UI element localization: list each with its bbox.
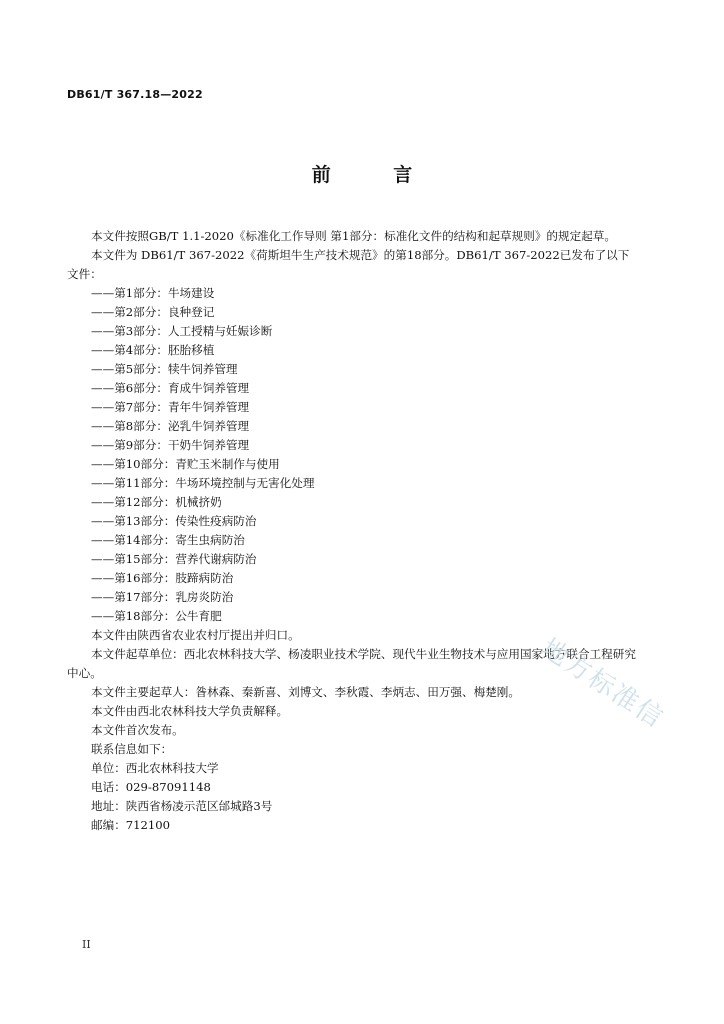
contact-block — [67, 740, 639, 835]
outro-paragraph: 本文件由西北农林科技大学负责解释。 — [91, 704, 289, 718]
parts-list-item: ——第5部分：犊牛饲养管理 — [91, 362, 238, 376]
page-number: II — [82, 938, 91, 951]
parts-list-item: ——第8部分：泌乳牛饲养管理 — [91, 419, 250, 433]
watermark: 地方标准信 — [535, 633, 670, 735]
parts-list-item: ——第10部分：青贮玉米制作与使用 — [91, 457, 280, 471]
parts-list-item: ——第6部分：育成牛饲养管理 — [91, 381, 250, 395]
parts-list-item: ——第16部分：肢蹄病防治 — [91, 571, 234, 585]
contact-line: 联系信息如下： — [91, 742, 173, 756]
outro-paragraph: 本文件主要起草人：昝林森、秦新喜、刘博文、李秋霞、李炳志、田万强、梅楚刚。 — [91, 685, 520, 699]
parts-list-item: ——第7部分：青年牛饲养管理 — [91, 400, 250, 414]
contact-line: 邮编：712100 — [91, 818, 171, 832]
page-title: 前 言 — [311, 164, 441, 186]
parts-list-item: ——第9部分：干奶牛饲养管理 — [91, 438, 250, 452]
parts-list-item: ——第15部分：营养代谢病防治 — [91, 552, 257, 566]
parts-list-item: ——第4部分：胚胎移植 — [91, 343, 215, 357]
parts-list-item: ——第14部分：寄生虫病防治 — [91, 533, 245, 547]
intro-paragraph: 本文件按照GB/T 1.1-2020《标准化工作导则 第1部分：标准化文件的结构和起草规则》的规定起草。 — [91, 229, 616, 243]
contact-line: 地址：陕西省杨凌示范区邰城路3号 — [91, 799, 273, 813]
contact-line: 单位：西北农林科技大学 — [91, 761, 219, 775]
parts-list-item: ——第11部分：牛场环境控制与无害化处理 — [91, 476, 315, 490]
standard-number: DB61/T 367.18—2022 — [67, 88, 203, 101]
parts-list-item: ——第12部分：机械挤奶 — [91, 495, 222, 509]
parts-list — [67, 284, 639, 626]
intro-paragraph: 本文件为 DB61/T 367-2022《荷斯坦牛生产技术规范》的第18部分。DB61/T 367-2022已发布了以下文件： — [67, 248, 630, 281]
outro-paragraph: 本文件首次发布。 — [91, 723, 184, 737]
contact-line: 电话：029-87091148 — [91, 780, 211, 794]
parts-list-item: ——第1部分：牛场建设 — [91, 286, 215, 300]
document-body — [67, 227, 639, 835]
parts-list-item: ——第2部分：良种登记 — [91, 305, 215, 319]
parts-list-item: ——第13部分：传染性疫病防治 — [91, 514, 257, 528]
parts-list-item: ——第3部分：人工授精与妊娠诊断 — [91, 324, 273, 338]
outro-paragraph: 本文件起草单位：西北农林科技大学、杨凌职业技术学院、现代牛业生物技术与应用国家地方联合工程研究中心。 — [67, 647, 636, 680]
parts-list-item: ——第18部分：公牛育肥 — [91, 609, 222, 623]
outro-paragraph: 本文件由陕西省农业农村厅提出并归口。 — [91, 628, 300, 642]
parts-list-item: ——第17部分：乳房炎防治 — [91, 590, 234, 604]
